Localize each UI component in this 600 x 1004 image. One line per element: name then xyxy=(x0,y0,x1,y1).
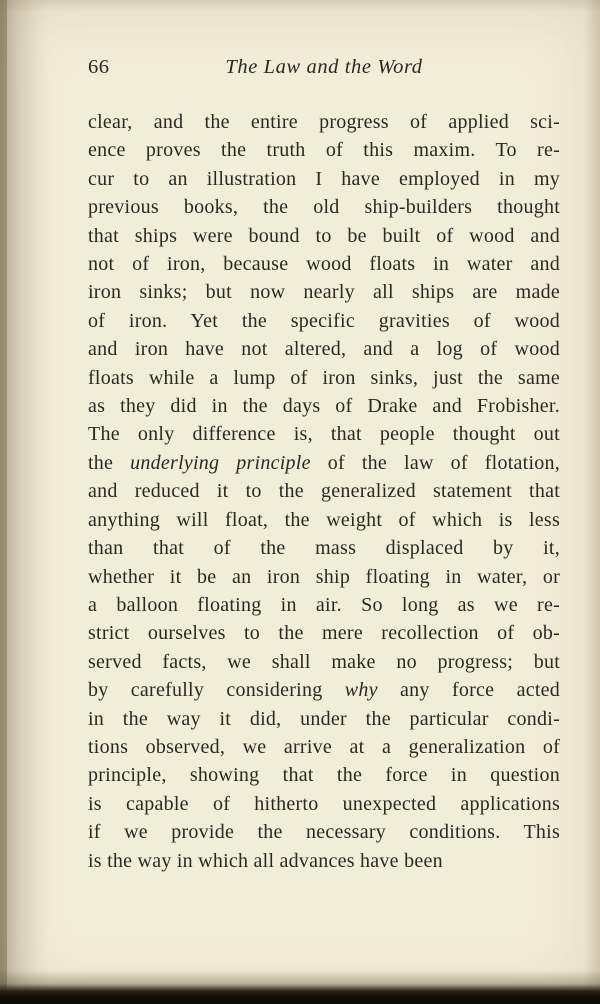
text-run: as they did in the days of Drake and Frobisher. xyxy=(88,395,560,418)
text-run: previous books, the old ship-builders thought xyxy=(88,196,560,219)
page-title: The Law and the Word xyxy=(225,56,423,78)
left-edge-dark-strip xyxy=(0,0,7,1004)
text-line xyxy=(88,165,560,193)
text-run: by carefully considering xyxy=(88,679,345,702)
text-line xyxy=(88,591,560,619)
text-line xyxy=(88,364,560,392)
text-run: the xyxy=(88,451,131,474)
text-line xyxy=(88,477,560,505)
italic-text-run: underlying principle xyxy=(130,451,311,474)
text-line xyxy=(88,449,560,477)
text-run: anything will float, the weight of which is less xyxy=(88,508,560,531)
page-header xyxy=(88,56,560,86)
text-run: is the way in which all advances have been xyxy=(88,849,443,872)
text-line xyxy=(88,619,560,647)
text-line xyxy=(88,193,560,221)
text-line xyxy=(88,250,560,278)
text-line xyxy=(88,648,560,676)
text-run: iron sinks; but now nearly all ships are made xyxy=(88,281,560,304)
text-line xyxy=(88,761,560,789)
text-run: principle, showing that the force in question xyxy=(88,764,560,787)
top-edge-shadow xyxy=(0,0,600,12)
text-run: that ships were bound to be built of wood and xyxy=(88,224,560,247)
text-line xyxy=(88,705,560,733)
right-edge-shadow xyxy=(584,0,600,1004)
body-text xyxy=(88,108,560,875)
text-line xyxy=(88,307,560,335)
text-run: clear, and the entire progress of applied sci- xyxy=(88,111,560,133)
page-content xyxy=(88,56,560,875)
text-run: and iron have not altered, and a log of wood xyxy=(88,338,560,361)
text-line xyxy=(88,335,560,363)
text-run: any force acted xyxy=(377,679,561,702)
text-line xyxy=(88,534,560,562)
text-run: The only difference is, that people thought out xyxy=(88,423,560,446)
text-line xyxy=(88,733,560,761)
page-number: 66 xyxy=(88,56,110,78)
text-run: ence proves the truth of this maxim. To re- xyxy=(88,139,560,162)
text-run: strict ourselves to the mere recollection of ob- xyxy=(88,622,560,645)
text-line xyxy=(88,108,560,136)
text-line xyxy=(88,676,560,704)
text-run: than that of the mass displaced by it, xyxy=(88,537,560,560)
text-line xyxy=(88,136,560,164)
text-line xyxy=(88,392,560,420)
left-binding-shadow xyxy=(0,0,50,1004)
text-run: whether it be an iron ship floating in water, or xyxy=(88,565,560,588)
text-run: not of iron, because wood floats in water and xyxy=(88,253,560,276)
text-line xyxy=(88,847,560,875)
text-run: of the law of flotation, xyxy=(310,451,560,474)
text-run: is capable of hitherto unexpected applications xyxy=(88,792,560,815)
text-line xyxy=(88,790,560,818)
text-run: tions observed, we arrive at a generalization of xyxy=(88,735,560,758)
text-run: a balloon floating in air. So long as we re- xyxy=(88,593,560,616)
text-run: floats while a lump of iron sinks, just the same xyxy=(88,366,560,389)
text-run: of iron. Yet the specific gravities of wood xyxy=(88,309,560,332)
text-line xyxy=(88,420,560,448)
text-line xyxy=(88,506,560,534)
text-line xyxy=(88,818,560,846)
text-run: in the way it did, under the particular condi- xyxy=(88,707,560,730)
text-line xyxy=(88,563,560,591)
text-run: cur to an illustration I have employed in my xyxy=(88,167,560,190)
text-run: served facts, we shall make no progress; but xyxy=(88,650,560,673)
bottom-scan-edge xyxy=(0,970,600,1004)
text-run: and reduced it to the generalized statement that xyxy=(88,480,560,503)
text-run: if we provide the necessary conditions. This xyxy=(88,821,560,844)
italic-text-run: why xyxy=(344,679,378,702)
text-line xyxy=(88,222,560,250)
text-line xyxy=(88,278,560,306)
